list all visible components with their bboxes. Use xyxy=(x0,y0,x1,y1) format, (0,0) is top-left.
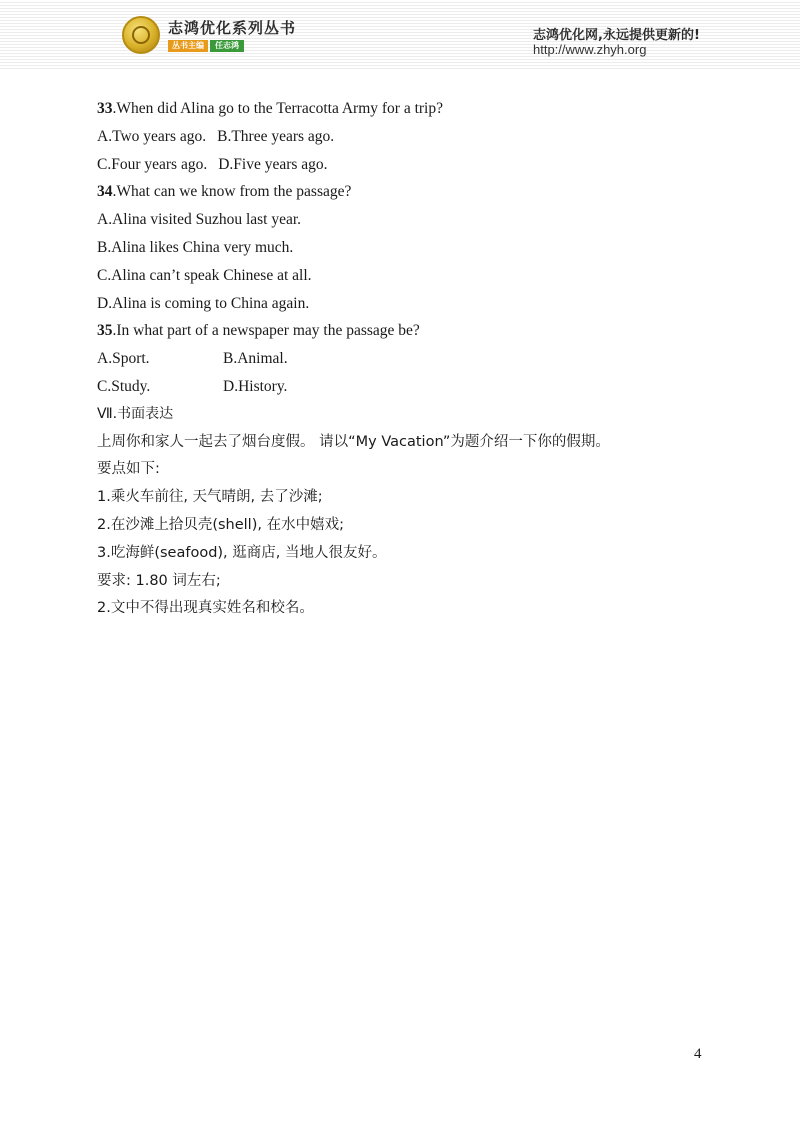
option-a: A.Alina visited Suzhou last year. xyxy=(97,211,302,229)
writing-point: 3.吃海鲜(seafood), 逛商店, 当地人很友好。 xyxy=(97,544,387,561)
writing-point: 1.乘火车前往, 天气晴朗, 去了沙滩; xyxy=(97,489,323,506)
option-c: C.Four years ago. xyxy=(97,155,208,173)
logo-ring xyxy=(132,26,150,44)
brand-title: 志鸿优化系列丛书 xyxy=(168,19,297,37)
question-35 xyxy=(97,317,717,345)
points-label: 要点如下: xyxy=(97,461,160,478)
question-number: 33 xyxy=(97,100,113,117)
writing-requirement: 2.文中不得出现真实姓名和校名。 xyxy=(97,600,314,617)
question-34 xyxy=(97,178,717,206)
document-body xyxy=(97,95,717,623)
option-b: B.Animal. xyxy=(223,350,288,368)
brand-subtitle xyxy=(168,40,244,52)
option-c: C.Study. xyxy=(97,377,151,395)
zhihong-logo-icon xyxy=(122,16,160,54)
option-row xyxy=(97,123,717,151)
writing-prompt: 上周你和家人一起去了烟台度假。 请以“My Vacation”为题介绍一下你的假期。 xyxy=(97,433,610,450)
section-heading: Ⅶ.书面表达 xyxy=(97,405,174,422)
option-d: D.History. xyxy=(223,377,288,395)
header-url: http://www.zhyh.org xyxy=(533,42,647,57)
option-row xyxy=(97,151,717,179)
question-number: 35 xyxy=(97,322,113,340)
option-d: D.Alina is coming to China again. xyxy=(97,294,310,312)
option-b: B.Three years ago. xyxy=(217,127,335,145)
question-text: .In what part of a newspaper may the passage be? xyxy=(112,322,420,340)
option-row xyxy=(97,373,717,401)
option-b: B.Alina likes China very much. xyxy=(97,238,294,256)
option-a: A.Two years ago. xyxy=(97,127,207,145)
question-33 xyxy=(97,95,717,123)
writing-point: 2.在沙滩上拾贝壳(shell), 在水中嬉戏; xyxy=(97,516,344,533)
page-header xyxy=(0,0,800,70)
brand-editor-name: 任志鸿 xyxy=(210,40,244,52)
option-a: A.Sport. xyxy=(97,350,150,368)
page-number: 4 xyxy=(694,1046,702,1062)
question-text: .When did Alina go to the Terracotta Army for a trip? xyxy=(112,100,443,117)
option-row xyxy=(97,345,717,373)
brand-editor-tag: 丛书主编 xyxy=(168,40,208,52)
question-text: .What can we know from the passage? xyxy=(112,183,352,201)
header-slogan: 志鸿优化网,永远提供更新的! xyxy=(533,28,700,43)
option-c: C.Alina can’t speak Chinese at all. xyxy=(97,266,312,284)
question-number: 34 xyxy=(97,183,113,201)
writing-requirement: 要求: 1.80 词左右; xyxy=(97,572,221,589)
option-d: D.Five years ago. xyxy=(218,155,328,173)
